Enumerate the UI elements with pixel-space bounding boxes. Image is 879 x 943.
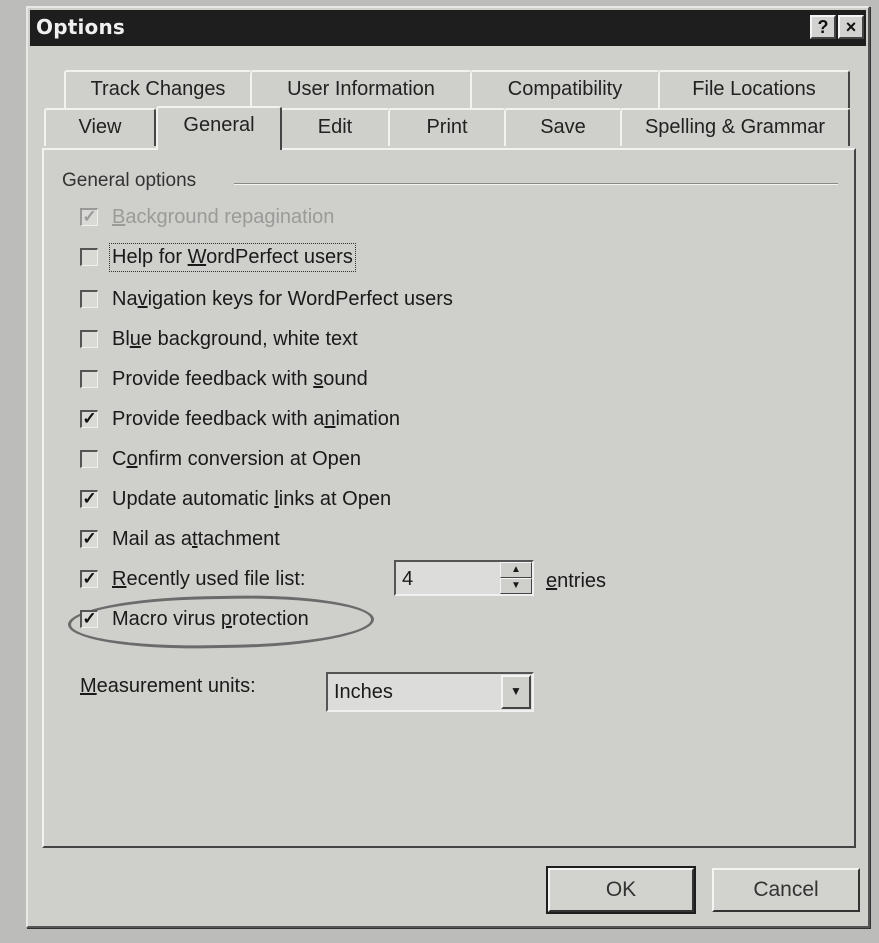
option-mail-attachment[interactable] bbox=[80, 524, 280, 554]
ok-button[interactable]: OK bbox=[548, 868, 694, 912]
tab-spelling-grammar[interactable]: Spelling & Grammar bbox=[620, 108, 850, 146]
option-confirm-conversion[interactable] bbox=[80, 444, 361, 474]
option-label: Update automatic links at Open bbox=[112, 487, 392, 510]
option-label: Macro virus protection bbox=[112, 607, 309, 630]
tab-print[interactable]: Print bbox=[388, 108, 506, 146]
close-button[interactable]: × bbox=[838, 15, 864, 39]
option-label: Help for WordPerfect users bbox=[112, 245, 353, 268]
option-update-links[interactable] bbox=[80, 484, 391, 514]
checkbox-navigation-keys[interactable] bbox=[80, 290, 98, 308]
checkbox-update-links[interactable]: ✓ bbox=[80, 490, 98, 508]
group-divider bbox=[234, 183, 838, 185]
general-options-label: General options bbox=[62, 170, 204, 192]
tab-save[interactable]: Save bbox=[504, 108, 622, 146]
spin-down-icon[interactable]: ▼ bbox=[500, 578, 532, 594]
option-label: Confirm conversion at Open bbox=[112, 447, 362, 470]
tab-edit[interactable]: Edit bbox=[280, 108, 390, 146]
checkbox-feedback-sound[interactable] bbox=[80, 370, 98, 388]
tab-general[interactable]: General bbox=[156, 106, 282, 150]
option-blue-background[interactable] bbox=[80, 324, 358, 354]
dialog-title: Options bbox=[36, 15, 126, 39]
recent-files-spinner[interactable] bbox=[394, 560, 534, 596]
option-label: Provide feedback with sound bbox=[112, 367, 368, 390]
option-navigation-keys-wordperfect[interactable] bbox=[80, 284, 453, 314]
checkbox-macro-virus-protection[interactable]: ✓ bbox=[80, 610, 98, 628]
entries-label: entries bbox=[546, 570, 607, 592]
tab-file-locations[interactable]: File Locations bbox=[658, 70, 850, 108]
spinner-buttons bbox=[500, 562, 532, 594]
option-label: Navigation keys for WordPerfect users bbox=[112, 287, 453, 310]
checkbox-confirm-conversion[interactable] bbox=[80, 450, 98, 468]
tab-user-information[interactable]: User Information bbox=[250, 70, 472, 108]
checkbox-background-repagination: ✓ bbox=[80, 208, 98, 226]
general-tab-panel bbox=[42, 148, 856, 848]
option-recent-file-list[interactable] bbox=[80, 564, 305, 594]
cancel-button[interactable]: Cancel bbox=[712, 868, 860, 912]
options-dialog bbox=[26, 6, 870, 928]
option-label: Recently used file list: bbox=[112, 567, 306, 590]
option-label: Background repagination bbox=[112, 205, 335, 228]
checkbox-blue-background[interactable] bbox=[80, 330, 98, 348]
option-label: Blue background, white text bbox=[112, 327, 358, 350]
tab-compatibility[interactable]: Compatibility bbox=[470, 70, 660, 108]
tab-track-changes[interactable]: Track Changes bbox=[64, 70, 252, 108]
option-feedback-animation[interactable] bbox=[80, 404, 400, 434]
option-macro-virus-protection[interactable] bbox=[80, 604, 309, 634]
option-background-repagination bbox=[80, 202, 334, 232]
option-feedback-sound[interactable] bbox=[80, 364, 368, 394]
measurement-units-value: Inches bbox=[334, 681, 393, 703]
option-help-wordperfect[interactable] bbox=[80, 242, 353, 272]
measurement-units-label: Measurement units: bbox=[80, 675, 256, 697]
spin-up-icon[interactable]: ▲ bbox=[500, 562, 532, 578]
title-bar[interactable] bbox=[30, 10, 866, 46]
recent-files-count[interactable]: 4 bbox=[402, 568, 414, 590]
option-label: Provide feedback with animation bbox=[112, 407, 400, 430]
checkbox-feedback-animation[interactable]: ✓ bbox=[80, 410, 98, 428]
checkbox-recent-file-list[interactable]: ✓ bbox=[80, 570, 98, 588]
option-label: Mail as attachment bbox=[112, 527, 280, 550]
checkbox-mail-attachment[interactable]: ✓ bbox=[80, 530, 98, 548]
tab-view[interactable]: View bbox=[44, 108, 156, 146]
dropdown-arrow-icon[interactable]: ▼ bbox=[501, 675, 531, 709]
measurement-units-select[interactable] bbox=[326, 672, 534, 712]
help-button[interactable]: ? bbox=[810, 15, 836, 39]
checkbox-help-wordperfect[interactable] bbox=[80, 248, 98, 266]
